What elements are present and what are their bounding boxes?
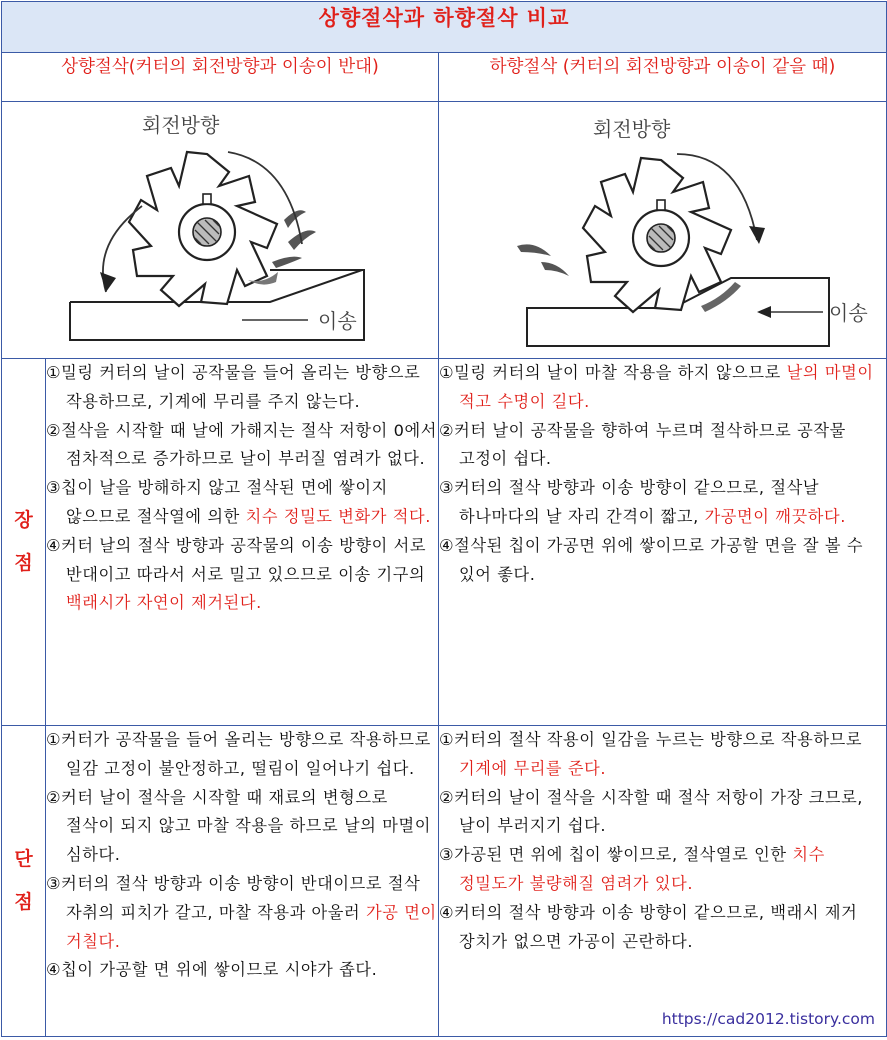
item-text: 커터 날이 공작물을 향하여 누르며 절삭하므로 공작물 고정이 쉽다. <box>454 420 846 469</box>
up-advantages <box>46 359 439 726</box>
item-text: 칩이 가공할 면 위에 쌓이므로 시야가 좁다. <box>61 960 378 980</box>
item-highlight: 가공 면이 거칠다. <box>66 902 437 951</box>
item-number: ③ <box>46 478 62 498</box>
header-up-label: 상향절삭(커터의 회전방향과 이송이 반대) <box>61 57 379 77</box>
item-number: ④ <box>439 902 455 922</box>
list-item <box>439 899 886 957</box>
item-text: 칩이 날을 방해하지 않고 절삭된 면에 쌓이지 않으므로 절삭열에 의한 <box>61 478 388 526</box>
list-item <box>46 417 438 475</box>
disadvantages-label <box>2 726 46 1037</box>
item-number: ③ <box>46 873 62 893</box>
item-text: 절삭된 칩이 가공면 위에 쌓이므로 가공할 면을 잘 볼 수 있어 좋다. <box>454 535 864 584</box>
list-item <box>46 359 438 417</box>
list-item <box>46 474 438 532</box>
item-text: 커터의 날이 절삭을 시작할 때 절삭 저항이 가장 크므로, 날이 부러지기 쉽다. <box>454 787 864 836</box>
item-number: ① <box>439 363 455 382</box>
header-up-milling <box>2 53 439 102</box>
figure-down-milling <box>439 102 887 359</box>
rotation-label: 회전방향 <box>142 113 220 137</box>
item-text: 절삭을 시작할 때 날에 가해지는 절삭 저항이 0에서 점차적으로 증가하므로 날이 부러질 염려가 없다. <box>61 420 437 469</box>
item-highlight: 치수 정밀도 변화가 적다. <box>245 506 431 526</box>
adv-label-2: 점 <box>14 552 33 574</box>
item-text: 커터 날이 절삭을 시작할 때 재료의 변형으로 절삭이 되지 않고 마찰 작용을 하므로 날의 마멸이 심하다. <box>61 787 431 865</box>
list-item <box>46 532 438 618</box>
feed-label-down: 이송 <box>829 301 868 325</box>
feed-label-up: 이송 <box>318 309 357 333</box>
item-text: 커터의 절삭 방향과 이송 방향이 같으므로, 절삭날 하나마다의 날 자리 간격이 짧고, <box>454 478 820 526</box>
down-milling-diagram <box>439 102 887 358</box>
list-item <box>46 726 438 784</box>
rotation-label-down: 회전방향 <box>593 117 671 141</box>
item-highlight: 가공면이 깨끗하다. <box>704 506 846 526</box>
list-item <box>439 417 886 475</box>
item-number: ② <box>439 787 455 807</box>
item-number: ④ <box>439 535 455 555</box>
list-item <box>439 474 886 532</box>
list-item <box>439 841 886 899</box>
list-item <box>439 726 886 784</box>
item-number: ① <box>46 363 62 382</box>
down-disadvantages <box>439 726 887 1037</box>
item-text: 커터 날의 절삭 방향과 공작물의 이송 방향이 서로 반대이고 따라서 서로 밀고 있으므로 이송 기구의 <box>61 535 427 584</box>
header-down-milling <box>439 53 887 102</box>
item-number: ② <box>46 787 62 807</box>
advantages-label <box>2 359 46 726</box>
list-item <box>439 532 886 590</box>
adv-label-1: 장 <box>14 509 33 531</box>
list-item <box>439 784 886 842</box>
dis-label-2: 점 <box>14 891 33 913</box>
dis-label-1: 단 <box>14 848 33 870</box>
item-number: ② <box>439 420 455 440</box>
list-item <box>46 870 438 956</box>
item-number: ④ <box>46 960 62 980</box>
list-item <box>46 784 438 870</box>
item-highlight: 치수 정밀도가 불량해질 염려가 있다. <box>459 845 825 893</box>
header-down-label: 하향절삭 (커터의 회전방향과 이송이 같을 때) <box>489 57 836 77</box>
item-highlight: 날의 마멸이 적고 수명이 길다. <box>459 363 874 411</box>
item-number: ③ <box>439 478 455 498</box>
item-text: 가공된 면 위에 칩이 쌓이므로, 절삭열로 인한 <box>454 845 793 865</box>
item-text: 커터가 공작물을 들어 올리는 방향으로 작용하므로 일감 고정이 불안정하고, 떨림이 일어나기 쉽다. <box>61 730 431 778</box>
item-number: ① <box>46 730 62 749</box>
figure-up-milling <box>2 102 439 359</box>
item-highlight: 기계에 무리를 준다. <box>459 758 607 778</box>
source-watermark: https://cad2012.tistory.com <box>661 1010 875 1028</box>
page-title: 상향절삭과 하향절삭 비교 <box>318 6 570 30</box>
item-text: 커터의 절삭 방향과 이송 방향이 반대이므로 절삭 자취의 피치가 갈고, 마찰 작용과 아울러 <box>61 873 421 922</box>
comparison-table <box>1 1 887 1037</box>
down-advantages <box>439 359 887 726</box>
list-item <box>46 956 438 985</box>
item-number: ④ <box>46 535 62 555</box>
item-text: 밀링 커터의 날이 마찰 작용을 하지 않으므로 <box>454 363 787 382</box>
up-disadvantages <box>46 726 439 1037</box>
item-number: ① <box>439 730 455 749</box>
item-highlight: 백래시가 자연이 제거된다. <box>66 593 262 613</box>
item-text: 커터의 절삭 방향과 이송 방향이 같으므로, 백래시 제거 장치가 없으면 가공이 곤란하다. <box>454 902 858 951</box>
item-number: ② <box>46 420 62 440</box>
item-text: 커터의 절삭 작용이 일감을 누르는 방향으로 작용하므로 <box>454 730 863 749</box>
item-number: ③ <box>439 845 455 865</box>
up-milling-diagram <box>2 102 439 358</box>
title-cell <box>2 2 887 53</box>
item-text: 밀링 커터의 날이 공작물을 들어 올리는 방향으로 작용하므로, 기계에 무리를 주지 않는다. <box>61 363 421 411</box>
list-item <box>439 359 886 417</box>
